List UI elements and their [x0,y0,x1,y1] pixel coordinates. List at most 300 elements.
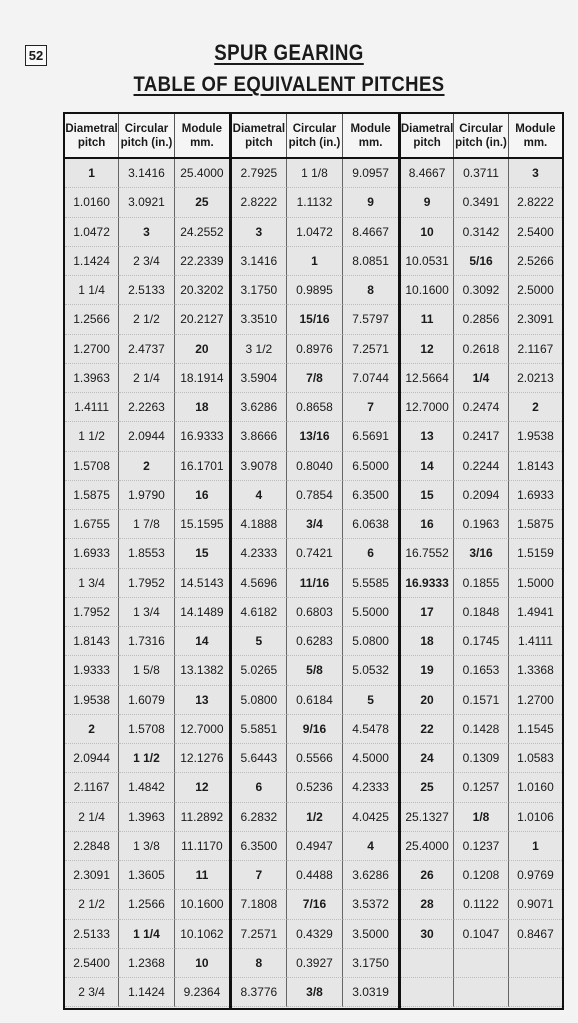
cell-module: 1.0583 [509,744,562,773]
cell-module: 2.8222 [509,188,562,217]
cell-circular-pitch: 0.9895 [287,276,343,305]
table-row [65,627,229,656]
cell-module: 3 [509,159,562,188]
cell-circular-pitch: 0.3491 [454,188,509,217]
cell-diametral-pitch: 10.0531 [401,247,454,276]
cell-diametral-pitch: 13 [401,422,454,451]
cell-module: 6 [343,539,398,568]
cell-circular-pitch: 5/16 [454,247,509,276]
cell-module: 3.0319 [343,978,398,1007]
table-row [65,452,229,481]
table-row [401,861,562,890]
cell-circular-pitch: 0.6803 [287,598,343,627]
cell-circular-pitch [454,978,509,1007]
table-row [65,364,229,393]
table-row [232,744,398,773]
cell-diametral-pitch: 8 [232,949,287,978]
table-row [65,715,229,744]
cell-diametral-pitch: 25.1327 [401,803,454,832]
table-row [401,744,562,773]
table-row [401,188,562,217]
cell-diametral-pitch: 25.4000 [401,832,454,861]
cell-diametral-pitch: 20 [401,686,454,715]
cell-diametral-pitch: 12.5664 [401,364,454,393]
table-group-2 [232,114,401,1008]
cell-module: 15 [175,539,229,568]
table-row [232,393,398,422]
cell-module: 1.2700 [509,686,562,715]
cell-module: 7.2571 [343,335,398,364]
table-group-3 [401,114,562,1008]
cell-circular-pitch: 0.8040 [287,452,343,481]
page-subtitle: TABLE OF EQUIVALENT PITCHES [133,73,445,96]
cell-circular-pitch: 3/16 [454,539,509,568]
cell-diametral-pitch: 1.1424 [65,247,119,276]
cell-diametral-pitch: 1 3/4 [65,569,119,598]
cell-module: 1.8143 [509,452,562,481]
cell-module: 1.9538 [509,422,562,451]
cell-circular-pitch: 1.9790 [119,481,175,510]
table-row [65,890,229,919]
cell-diametral-pitch: 7.1808 [232,890,287,919]
table-row [65,949,229,978]
cell-diametral-pitch: 1 1/4 [65,276,119,305]
cell-circular-pitch: 0.2094 [454,481,509,510]
cell-circular-pitch: 1.2368 [119,949,175,978]
cell-diametral-pitch: 4.5696 [232,569,287,598]
cell-module [509,978,562,1007]
cell-circular-pitch: 1 3/4 [119,598,175,627]
page-title: SPUR GEARING [214,40,364,65]
cell-diametral-pitch: 5.6443 [232,744,287,773]
cell-module: 16 [175,481,229,510]
cell-module: 1 [509,832,562,861]
cell-diametral-pitch: 3 1/2 [232,335,287,364]
cell-circular-pitch: 0.2244 [454,452,509,481]
cell-diametral-pitch: 1.2566 [65,305,119,334]
cell-diametral-pitch: 1.0472 [65,218,119,247]
cell-circular-pitch: 1.7952 [119,569,175,598]
table-row [232,452,398,481]
table-row [401,159,562,188]
cell-circular-pitch: 0.1571 [454,686,509,715]
column-header-circular-pitch: Circular pitch (in.) [119,114,175,157]
column-header-module: Module mm. [515,122,556,149]
cell-diametral-pitch [401,978,454,1007]
cell-circular-pitch: 0.2417 [454,422,509,451]
cell-diametral-pitch: 3.6286 [232,393,287,422]
cell-circular-pitch: 0.7421 [287,539,343,568]
cell-diametral-pitch: 15 [401,481,454,510]
cell-diametral-pitch: 28 [401,890,454,919]
cell-module: 4.0425 [343,803,398,832]
table-row [401,247,562,276]
table-row [65,335,229,364]
cell-circular-pitch: 0.1855 [454,569,509,598]
table-row [401,627,562,656]
table-row [401,773,562,802]
cell-diametral-pitch: 1.7952 [65,598,119,627]
table-header-row [65,114,229,159]
table-row [65,598,229,627]
cell-module: 11.1170 [175,832,229,861]
table-row [65,861,229,890]
equivalent-pitches-table [63,112,564,1010]
cell-circular-pitch: 1 3/8 [119,832,175,861]
cell-module: 4 [343,832,398,861]
cell-circular-pitch: 1/4 [454,364,509,393]
cell-module: 2.1167 [509,335,562,364]
cell-circular-pitch: 1 7/8 [119,510,175,539]
table-row [401,218,562,247]
table-row [401,510,562,539]
cell-diametral-pitch: 7 [232,861,287,890]
cell-diametral-pitch: 8.4667 [401,159,454,188]
cell-diametral-pitch: 5 [232,627,287,656]
table-row [401,481,562,510]
cell-circular-pitch: 7/16 [287,890,343,919]
cell-module: 24.2552 [175,218,229,247]
cell-circular-pitch: 1/8 [454,803,509,832]
table-row [232,510,398,539]
cell-module: 5.5000 [343,598,398,627]
cell-circular-pitch: 2 3/4 [119,247,175,276]
cell-module: 4.2333 [343,773,398,802]
cell-module: 12 [175,773,229,802]
cell-circular-pitch: 15/16 [287,305,343,334]
table-row [65,276,229,305]
cell-diametral-pitch: 16.9333 [401,569,454,598]
table-row [401,803,562,832]
cell-circular-pitch [454,949,509,978]
cell-circular-pitch: 3/4 [287,510,343,539]
cell-circular-pitch: 1.3605 [119,861,175,890]
cell-circular-pitch: 3/8 [287,978,343,1007]
cell-diametral-pitch: 2 1/4 [65,803,119,832]
cell-diametral-pitch: 1 [65,159,119,188]
table-row [232,276,398,305]
table-row [65,832,229,861]
table-row [65,686,229,715]
table-row [65,481,229,510]
table-row [401,335,562,364]
cell-diametral-pitch: 3.9078 [232,452,287,481]
cell-circular-pitch: 1.8553 [119,539,175,568]
cell-circular-pitch: 1.7316 [119,627,175,656]
table-row [401,715,562,744]
cell-module: 6.5000 [343,452,398,481]
cell-module: 0.8467 [509,920,562,949]
cell-module: 1.5875 [509,510,562,539]
cell-module: 6.5691 [343,422,398,451]
cell-module: 1.4941 [509,598,562,627]
cell-circular-pitch: 11/16 [287,569,343,598]
cell-module: 13.1382 [175,656,229,685]
cell-module: 2 [509,393,562,422]
cell-diametral-pitch: 11 [401,305,454,334]
cell-module: 20.3202 [175,276,229,305]
cell-diametral-pitch: 10 [401,218,454,247]
table-row [401,422,562,451]
cell-diametral-pitch: 1.5708 [65,452,119,481]
cell-circular-pitch: 1.2566 [119,890,175,919]
table-header-row [232,114,398,159]
cell-diametral-pitch: 18 [401,627,454,656]
cell-circular-pitch: 1.4842 [119,773,175,802]
cell-circular-pitch: 0.5566 [287,744,343,773]
cell-circular-pitch: 2 1/2 [119,305,175,334]
cell-diametral-pitch: 2.2848 [65,832,119,861]
cell-circular-pitch: 2.4737 [119,335,175,364]
column-header-circular-pitch: Circular pitch (in.) [287,114,343,157]
cell-circular-pitch: 0.1963 [454,510,509,539]
cell-diametral-pitch: 2.7925 [232,159,287,188]
cell-diametral-pitch: 9 [401,188,454,217]
cell-module: 7.0744 [343,364,398,393]
table-row [401,539,562,568]
cell-diametral-pitch: 3 [232,218,287,247]
cell-diametral-pitch: 24 [401,744,454,773]
cell-module: 15.1595 [175,510,229,539]
page-number: 52 [25,45,47,66]
table-row [401,686,562,715]
table-row [401,949,562,978]
cell-circular-pitch: 3.1416 [119,159,175,188]
table-group-1 [65,114,232,1008]
cell-diametral-pitch: 16 [401,510,454,539]
cell-module: 16.9333 [175,422,229,451]
cell-module: 14.1489 [175,598,229,627]
cell-module: 20 [175,335,229,364]
cell-circular-pitch: 3.0921 [119,188,175,217]
cell-diametral-pitch: 1.6933 [65,539,119,568]
cell-circular-pitch: 1 1/8 [287,159,343,188]
cell-module: 20.2127 [175,305,229,334]
cell-module: 1.5000 [509,569,562,598]
cell-circular-pitch: 1.5708 [119,715,175,744]
cell-circular-pitch: 13/16 [287,422,343,451]
cell-module: 9.2364 [175,978,229,1007]
table-row [232,656,398,685]
cell-circular-pitch: 0.5236 [287,773,343,802]
table-row [401,569,562,598]
cell-circular-pitch: 0.6184 [287,686,343,715]
table-row [401,920,562,949]
cell-diametral-pitch: 4 [232,481,287,510]
cell-circular-pitch: 0.2474 [454,393,509,422]
cell-diametral-pitch: 1.4111 [65,393,119,422]
table-row [401,656,562,685]
cell-module: 18 [175,393,229,422]
cell-module: 10.1062 [175,920,229,949]
cell-module: 5.0800 [343,627,398,656]
table-row [232,305,398,334]
cell-module: 2.0213 [509,364,562,393]
table-row [232,364,398,393]
cell-circular-pitch: 1 1/4 [119,920,175,949]
cell-circular-pitch: 0.3092 [454,276,509,305]
cell-module: 3.5372 [343,890,398,919]
cell-circular-pitch: 2.5133 [119,276,175,305]
cell-diametral-pitch: 14 [401,452,454,481]
cell-diametral-pitch: 12 [401,335,454,364]
table-row [232,335,398,364]
cell-circular-pitch: 0.4329 [287,920,343,949]
cell-module: 8.4667 [343,218,398,247]
cell-module: 6.0638 [343,510,398,539]
column-header-diametral-pitch: Diametral pitch [401,114,454,157]
cell-module: 3.6286 [343,861,398,890]
cell-circular-pitch: 0.1745 [454,627,509,656]
cell-module: 16.1701 [175,452,229,481]
cell-circular-pitch: 0.1047 [454,920,509,949]
cell-circular-pitch: 5/8 [287,656,343,685]
table-row [232,422,398,451]
cell-diametral-pitch: 19 [401,656,454,685]
cell-module: 0.9071 [509,890,562,919]
cell-diametral-pitch: 10.1600 [401,276,454,305]
table-row [65,539,229,568]
cell-diametral-pitch: 2.0944 [65,744,119,773]
cell-module: 7.5797 [343,305,398,334]
table-row [65,305,229,334]
cell-circular-pitch: 2 1/4 [119,364,175,393]
table-row [401,452,562,481]
table-row [65,159,229,188]
cell-module: 1.6933 [509,481,562,510]
cell-circular-pitch: 0.1309 [454,744,509,773]
cell-circular-pitch: 0.8658 [287,393,343,422]
table-row [232,978,398,1007]
cell-module: 1.3368 [509,656,562,685]
cell-circular-pitch: 2.2263 [119,393,175,422]
cell-diametral-pitch: 6.2832 [232,803,287,832]
cell-module: 2.5400 [509,218,562,247]
cell-circular-pitch: 0.8976 [287,335,343,364]
table-row [232,949,398,978]
table-row [232,159,398,188]
cell-circular-pitch: 0.2618 [454,335,509,364]
cell-diametral-pitch: 1.6755 [65,510,119,539]
cell-module: 5.0532 [343,656,398,685]
table-row [401,978,562,1007]
cell-diametral-pitch: 2 [65,715,119,744]
cell-module: 4.5000 [343,744,398,773]
table-row [232,627,398,656]
cell-circular-pitch: 0.1237 [454,832,509,861]
cell-diametral-pitch: 5.0800 [232,686,287,715]
table-row [232,598,398,627]
cell-circular-pitch: 1.0472 [287,218,343,247]
table-row [65,569,229,598]
column-header-diametral-pitch: Diametral pitch [232,114,287,157]
cell-diametral-pitch: 4.1888 [232,510,287,539]
cell-circular-pitch: 0.2856 [454,305,509,334]
cell-diametral-pitch: 3.5904 [232,364,287,393]
table-row [401,598,562,627]
table-row [65,510,229,539]
cell-diametral-pitch: 7.2571 [232,920,287,949]
table-row [65,744,229,773]
cell-module: 10 [175,949,229,978]
cell-diametral-pitch: 3.3510 [232,305,287,334]
cell-diametral-pitch: 26 [401,861,454,890]
cell-circular-pitch: 1.1424 [119,978,175,1007]
cell-circular-pitch: 1.1132 [287,188,343,217]
cell-circular-pitch: 0.1848 [454,598,509,627]
column-header-circular-pitch: Circular pitch (in.) [454,114,509,157]
cell-circular-pitch: 1.6079 [119,686,175,715]
cell-module: 2.5000 [509,276,562,305]
cell-circular-pitch: 0.3711 [454,159,509,188]
cell-diametral-pitch: 1.9333 [65,656,119,685]
cell-module: 11 [175,861,229,890]
table-row [401,364,562,393]
cell-circular-pitch: 0.3142 [454,218,509,247]
cell-module: 2.3091 [509,305,562,334]
cell-diametral-pitch: 3.1750 [232,276,287,305]
table-row [232,803,398,832]
cell-module: 3.5000 [343,920,398,949]
cell-diametral-pitch: 6 [232,773,287,802]
cell-module: 5 [343,686,398,715]
cell-circular-pitch: 0.3927 [287,949,343,978]
column-header-module: Module mm. [350,122,391,149]
cell-diametral-pitch: 2.1167 [65,773,119,802]
cell-circular-pitch: 2 [119,452,175,481]
table-row [401,890,562,919]
cell-module: 5.5585 [343,569,398,598]
cell-diametral-pitch: 3.8666 [232,422,287,451]
column-header-module: Module mm. [181,122,223,149]
table-row [232,481,398,510]
table-row [65,422,229,451]
cell-circular-pitch: 0.4488 [287,861,343,890]
cell-diametral-pitch: 4.2333 [232,539,287,568]
cell-circular-pitch: 1 5/8 [119,656,175,685]
cell-circular-pitch: 0.7854 [287,481,343,510]
table-row [232,247,398,276]
table-row [232,861,398,890]
cell-circular-pitch: 1/2 [287,803,343,832]
table-row [401,393,562,422]
table-row [65,218,229,247]
cell-module: 6.3500 [343,481,398,510]
cell-module: 1.0106 [509,803,562,832]
cell-circular-pitch: 9/16 [287,715,343,744]
cell-module: 12.7000 [175,715,229,744]
cell-module: 8.0851 [343,247,398,276]
cell-diametral-pitch: 5.0265 [232,656,287,685]
cell-module: 1.4111 [509,627,562,656]
cell-module: 9.0957 [343,159,398,188]
cell-module: 8 [343,276,398,305]
table-row [65,978,229,1007]
cell-diametral-pitch: 2.5133 [65,920,119,949]
cell-diametral-pitch: 22 [401,715,454,744]
cell-circular-pitch: 1.3963 [119,803,175,832]
cell-module: 11.2892 [175,803,229,832]
cell-module: 14.5143 [175,569,229,598]
cell-diametral-pitch: 1.0160 [65,188,119,217]
table-row [65,920,229,949]
cell-module: 0.9769 [509,861,562,890]
cell-circular-pitch: 0.1122 [454,890,509,919]
cell-diametral-pitch: 3.1416 [232,247,287,276]
table-header-row [401,114,562,159]
cell-circular-pitch: 7/8 [287,364,343,393]
cell-module: 2.5266 [509,247,562,276]
